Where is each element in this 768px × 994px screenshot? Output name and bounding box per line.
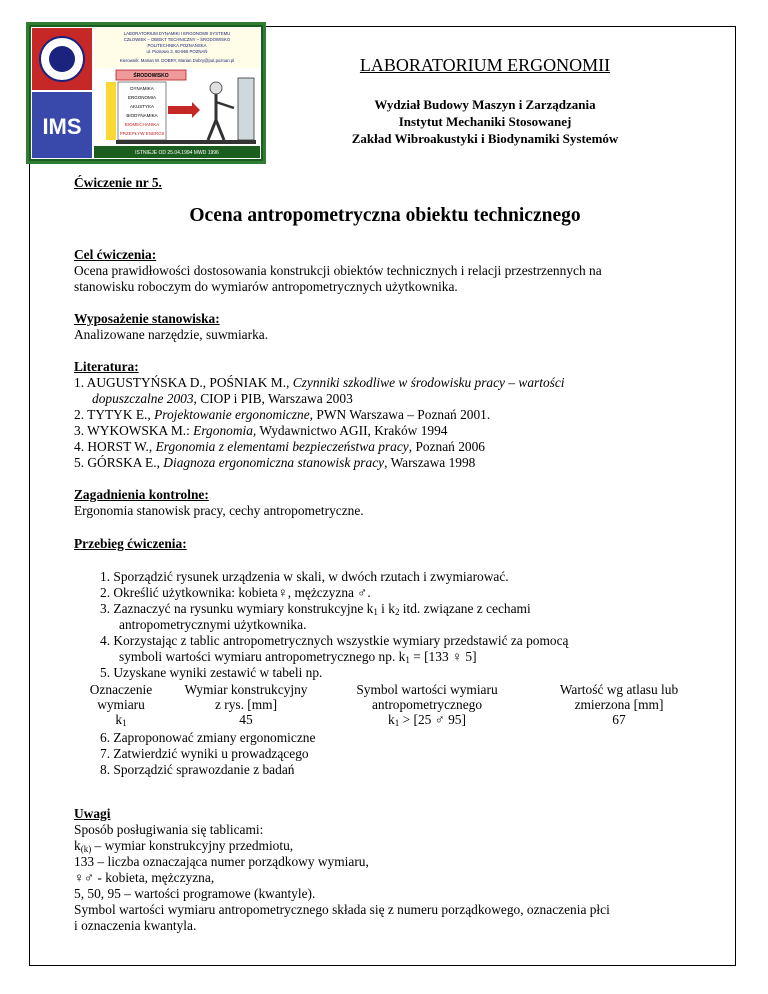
procedure-step: 5. Uzyskane wyniki zestawić w tabeli np. [100, 665, 323, 680]
literature-item: 5. GÓRSKA E., Diagnoza ergonomiczna stanowisk pracy, Warszawa 1998 [74, 455, 476, 470]
literature-item: 2. TYTYK E., Projektowanie ergonomiczne, PWN Warszawa – Poznań 2001. [74, 407, 491, 422]
table-cell: $k_1$ [115, 712, 127, 728]
table-cell: 67 [612, 712, 626, 727]
questions-heading: Zagadnienia kontrolne: [74, 487, 209, 502]
logo-env-label: ŚRODOWISKO [133, 73, 169, 79]
laboratory-logo [26, 22, 266, 164]
literature-item: 1. AUGUSTYŃSKA D., POŚNIAK M., Czynniki szkodliwe w środowisku pracy – wartości [74, 375, 565, 390]
logo-org-line: CZŁOWIEK – OBIEKT TECHNICZNY – ŚRODOWISKO [123, 37, 231, 42]
logo-factor: PRZEPŁYW ENERGII [119, 131, 165, 136]
notes-line: 5, 50, 95 – wartości programowe (kwantyle). [74, 886, 316, 901]
logo-footer: ISTNIEJE OD 25.04.1994 MWD 1996 [135, 150, 219, 156]
table-header-cell: Oznaczenie wymiaru [89, 682, 153, 712]
logo-factor: AKUSTYKA [129, 104, 155, 109]
table-header-cell: Symbol wartości wymiaru antropometrycznego [356, 682, 498, 712]
procedure-step: 1. Sporządzić rysunek urządzenia w skali, w dwóch rzutach i zwymiarować. [100, 569, 509, 584]
logo-factor: BIOMECHANIKA [124, 122, 160, 127]
equipment-heading: Wyposażenie stanowiska: [74, 311, 220, 326]
goal-text-line: stanowisku roboczym do wymiarów antropometrycznych użytkownika. [74, 279, 458, 294]
literature-item: dopuszczalne 2003, CIOP i PIB, Warszawa 2003 [92, 391, 353, 406]
notes-line: Symbol wartości wymiaru antropometrycznego składa się z numeru porządkowego, oznaczenia płci [74, 902, 610, 917]
notes-heading: Uwagi [74, 806, 111, 821]
procedure-step: 7. Zatwierdzić wyniki u prowadzącego [100, 746, 309, 761]
notes-line: i oznaczenia kwantyla. [74, 918, 197, 933]
results-table [74, 682, 708, 731]
faculty-name: Wydział Budowy Maszyn i Zarządzania [374, 97, 596, 112]
procedure-step: 4. Korzystając z tablic antropometrycznych wszystkie wymiary przedstawić za pomocą [100, 633, 569, 648]
procedure-step: 3. Zaznaczyć na rysunku wymiary konstrukcyjne $k_1$ i $k_2$ itd. związane z cechami [100, 601, 531, 617]
logo-factor: ERGONOMIA [127, 95, 157, 100]
logo-org-line: Kierownik: Marian W. DOBRY, Marian.Dobry@put.poznan.pl [119, 58, 235, 63]
institute-name: Instytut Mechaniki Stosowanej [398, 114, 572, 129]
procedure-step-cont: antropometrycznymi użytkownika. [119, 617, 307, 632]
table-cell: 45 [239, 712, 253, 727]
literature-heading: Literatura: [74, 359, 139, 374]
logo-org-line: ul. Piotrowo 3, 60-965 POZNAŃ [146, 49, 208, 54]
equipment-text: Analizowane narzędzie, suwmiarka. [74, 327, 269, 342]
logo-org-line: LABORATORIUM DYNAMIKI I ERGONOMII SYSTEMU [123, 31, 231, 36]
logo-graphic [26, 22, 266, 164]
notes-line: ♀♂ - kobieta, mężczyzna, [74, 870, 215, 885]
logo-factor: BIODYNAMIKA [126, 113, 158, 118]
notes-line: Sposób posługiwania się tablicami: [74, 822, 264, 837]
procedure-step: 8. Sporządzić sprawozdanie z badań [100, 762, 295, 777]
literature-item: 3. WYKOWSKA M.: Ergonomia, Wydawnictwo AGII, Kraków 1994 [74, 423, 448, 438]
page-title: Ocena antropometryczna obiektu technicznego [189, 205, 581, 226]
procedure-heading: Przebieg ćwiczenia: [74, 536, 187, 551]
table-header-cell: Wartość wg atlasu lub zmierzona [mm] [559, 682, 679, 712]
logo-org-line: POLITECHNIKA POZNAŃSKA [147, 43, 207, 48]
table-header-cell: Wymiar konstrukcyjny z rys. [mm] [184, 682, 308, 712]
logo-side-mark: IMS [42, 114, 82, 139]
literature-item: 4. HORST W., Ergonomia z elementami bezpieczeństwa pracy, Poznań 2006 [74, 439, 485, 454]
table-row [74, 712, 708, 731]
exercise-number: Ćwiczenie nr 5. [74, 175, 162, 190]
table-cell: $k_1 > [25$ ♂ 95] [388, 712, 466, 728]
lab-title: LABORATORIUM ERGONOMII [359, 55, 611, 75]
goal-heading: Cel ćwiczenia: [74, 247, 157, 262]
table-row [74, 682, 708, 712]
notes-line: $k_{(k)}$ – wymiar konstrukcyjny przedmiotu, [74, 838, 294, 854]
goal-text-line: Ocena prawidłowości dostosowania konstrukcji obiektów technicznych i relacji przestrzennych na [74, 263, 602, 278]
procedure-step: 2. Określić użytkownika: kobieta♀, mężczyzna ♂. [100, 585, 371, 600]
department-name: Zakład Wibroakustyki i Biodynamiki Systemów [351, 131, 619, 146]
logo-factor: DYNAMIKA [130, 86, 154, 91]
questions-text: Ergonomia stanowisk pracy, cechy antropometryczne. [74, 503, 364, 518]
notes-line: 133 – liczba oznaczająca numer porządkowy wymiaru, [74, 854, 369, 869]
procedure-step-cont: symboli wartości wymiaru antropometrycznego np. $k_1 = [133$ ♀ 5] [119, 649, 477, 665]
procedure-step: 6. Zaproponować zmiany ergonomiczne [100, 730, 316, 745]
